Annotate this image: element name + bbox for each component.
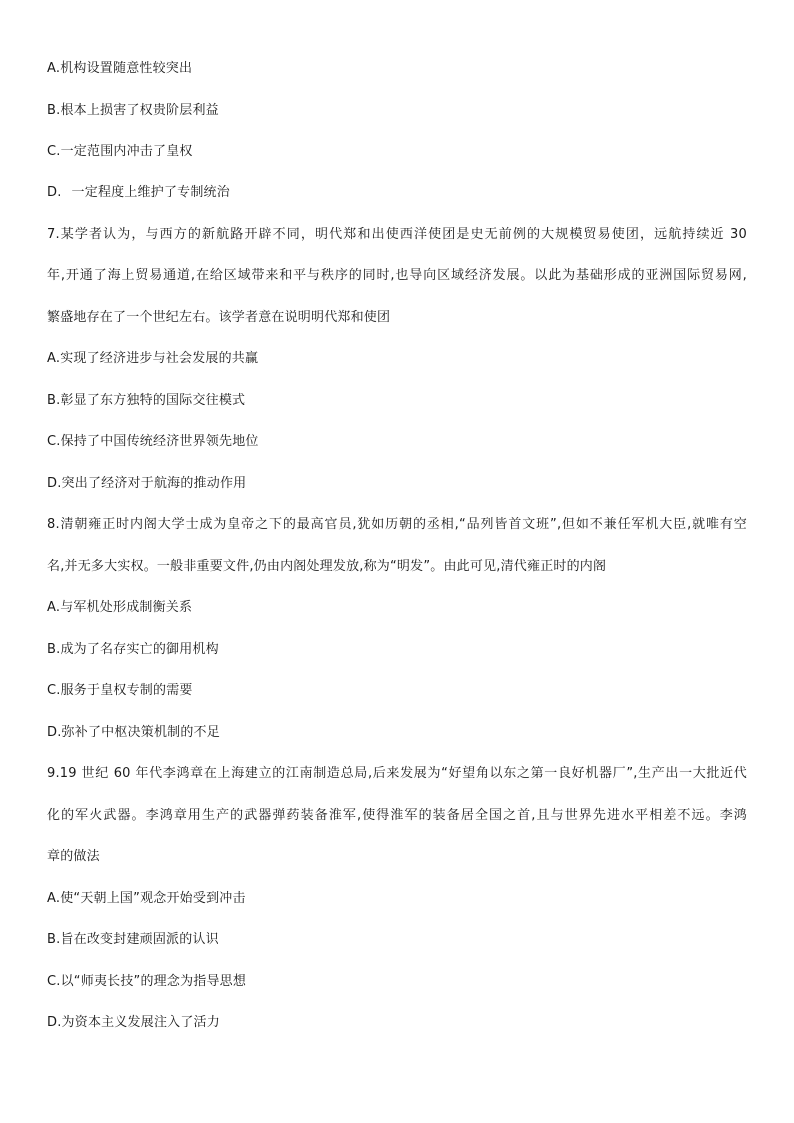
- q9-option-a: A.使“天朝上国”观念开始受到冲击: [47, 891, 246, 906]
- q9-stem-line-3: 章的做法: [47, 849, 100, 864]
- q9-option-d: D.为资本主义发展注入了活力: [47, 1015, 220, 1030]
- q6-option-c: C.一定范围内冲击了皇权: [47, 144, 193, 159]
- q8-stem-line-1: 8.清朝雍正时内阁大学士成为皇帝之下的最高官员,犹如历朝的丞相,“品列皆首文班”,但如不兼任军机大臣,就唯有空: [47, 517, 747, 532]
- q9-stem-line-1: 9.19 世纪 60 年代李鸿章在上海建立的江南制造总局,后来发展为“好望角以东之第一良好机器厂”,生产出一大批近代: [47, 766, 747, 781]
- q9-stem-line-2: 化的军火武器。李鸿章用生产的武器弹药装备淮军,使得淮军的装备居全国之首,且与世界先进水平相差不远。李鸿: [47, 808, 747, 823]
- q8-option-b: B.成为了名存实亡的御用机构: [47, 642, 219, 657]
- q9-option-c: C.以“师夷长技”的理念为指导思想: [47, 974, 247, 989]
- q6-option-d-text: 一定程度上维护了专制统治: [71, 185, 230, 200]
- q7-option-c: C.保持了中国传统经济世界领先地位: [47, 434, 259, 449]
- q6-option-d-label: D.: [47, 185, 62, 200]
- q8-option-d: D.弥补了中枢决策机制的不足: [47, 725, 220, 740]
- q7-option-a: A.实现了经济进步与社会发展的共赢: [47, 351, 259, 366]
- q6-option-d: [47, 185, 230, 201]
- q7-stem-line-2: 年,开通了海上贸易通道,在给区域带来和平与秩序的同时,也导向区域经济发展。以此为基础形成的亚洲国际贸易网,: [47, 268, 747, 283]
- q7-option-d: D.突出了经济对于航海的推动作用: [47, 476, 247, 491]
- q8-stem-line-2: 名,并无多大实权。一般非重要文件,仍由内阁处理发放,称为“明发”。由此可见,清代雍正时的内阁: [47, 559, 607, 574]
- q8-option-c: C.服务于皇权专制的需要: [47, 683, 193, 698]
- q7-option-b: B.彰显了东方独特的国际交往模式: [47, 393, 246, 408]
- q6-option-b: B.根本上损害了权贵阶层利益: [47, 103, 219, 118]
- q7-stem-line-1: 7.某学者认为，与西方的新航路开辟不同，明代郑和出使西洋使团是史无前例的大规模贸易使团，远航持续近 30: [47, 227, 747, 242]
- q9-option-b: B.旨在改变封建顽固派的认识: [47, 932, 219, 947]
- q7-stem-line-3: 繁盛地存在了一个世纪左右。该学者意在说明明代郑和使团: [47, 310, 391, 325]
- q8-option-a: A.与军机处形成制衡关系: [47, 600, 193, 615]
- q6-option-a: A.机构设置随意性较突出: [47, 61, 193, 76]
